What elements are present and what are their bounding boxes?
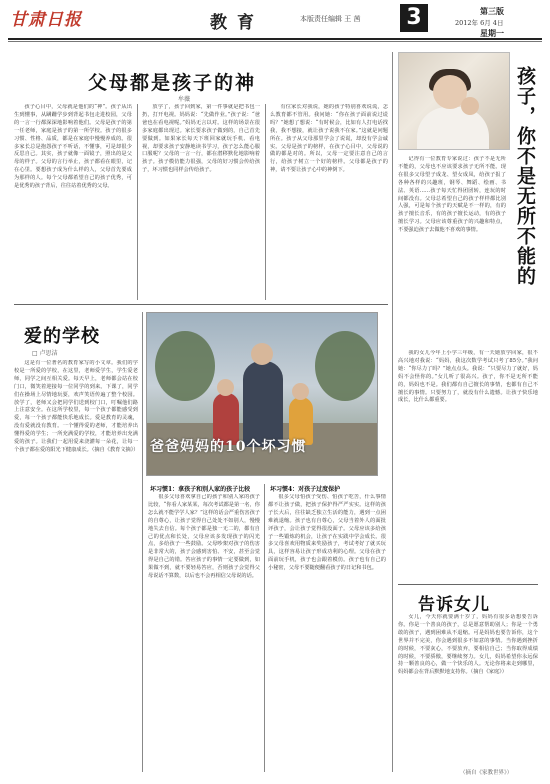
bad-habits-headline: 爸爸妈妈的10个坏习惯 <box>150 439 307 455</box>
photo-figure <box>251 343 273 365</box>
main-article-column-1 <box>14 104 132 300</box>
photo-figure <box>217 379 234 396</box>
main-article-text-2: 放学了，孩子回到家，第一件事就是把书包一扔，打开电视。妈妈说：“先做作业。”孩子说：“爸爸也在看电视呢。”妈妈无言以对。这样的场景在很多家庭都出现过。家长要求孩子做到的，自己首先要做到。如果家长每天下班回家就玩手机、看电视，却要求孩子安静地读书学习，孩子怎么能心服口服呢？父母的一言一行，都在潜移默化地影响着孩子。孩子模仿能力很强，父母的好习惯会传给孩子，坏习惯也同样会传给孩子。 <box>142 104 260 174</box>
bad-habits-column-2 <box>268 494 386 772</box>
photo-figure <box>315 331 375 401</box>
school-article-column <box>14 360 138 772</box>
bad-habits-text-1: 很多父母喜欢拿自己的孩子和别人家的孩子比较，“你看人家某某，每次考试都是第一名，你怎么就不能学学人家？”这样的话会严重伤害孩子的自尊心，让孩子觉得自己处处不如别人，慢慢地失去自信。每个孩子都是独一无二的，都有自己的优点和长处，父母应该多发现孩子的闪光点，多给孩子一些鼓励。父母吵架对孩子的伤害是非常大的，孩子会感到害怕、不安，甚至会觉得是自己的错。答应孩子的事情一定要做到，如果做不到，就不要轻易答应，否则孩子会觉得父母说话不算数，以后也不会再相信父母说的话。 <box>148 494 260 580</box>
page-number: 3 <box>400 4 428 32</box>
vertical-article-column-1 <box>398 156 506 346</box>
tell-daughter-text: 女儿，今天你就要满十岁了，妈妈有很多话想要告诉你。你是一个善良的孩子，总是愿意帮助别人；你是一个勇敢的孩子，遇到困难从不退缩。可是妈妈也要告诉你，这个世界并不完美，你会遇到很多不如意的事情。当你遇到挫折的时候，不要灰心，不要放弃，要相信自己；当你取得成绩的时候，不要骄傲，要继续努力。女儿，妈妈希望你永远保持一颗善良的心，做一个快乐的人。无论你将来走到哪里，妈妈都会在背后默默地支持你。（摘自《家庭》） <box>398 614 538 676</box>
section-title: 教育 <box>210 13 264 33</box>
masthead <box>0 0 550 38</box>
editors-credit: 本版责任编辑 王 茜 <box>300 15 361 23</box>
masthead-rule <box>8 38 542 40</box>
school-article-text: 这是有一位著名的教育家写的小文章。我们的学校是一所爱的学校，在这里，老师爱学生，学生爱老师，同学之间互相关爱。每天早上，老师都会站在校门口，微笑着迎接每一位同学的到来。下课了，同学们在操场上尽情地玩耍，欢声笑语传遍了整个校园。放学了，老师又会把同学们送到校门口，叮嘱他们路上注意安全。在这所学校里，每一个孩子都能感受到爱，每一个孩子都能快乐地成长。爱是教育的灵魂，没有爱就没有教育。一个懂得爱的老师，才能培养出懂得爱的学生；一所充满爱的学校，才能培养出充满爱的孩子。让我们一起用爱来浇灌每一朵花，让每一个孩子都在爱的阳光下健康成长。（摘自《教育文摘》） <box>14 360 138 453</box>
section-divider <box>398 584 538 585</box>
main-byline: 牟薇 <box>178 96 191 103</box>
source-note: （摘自《家教世界》） <box>460 770 513 776</box>
main-article-column-3 <box>270 104 388 300</box>
tell-daughter-column <box>398 614 538 764</box>
newspaper-logo: 甘肃日报 <box>10 10 82 30</box>
bad-habit-subhead-1: 坏习惯1：拿孩子和别人家的孩子比较 <box>150 486 251 493</box>
child-photo <box>398 52 510 150</box>
vertical-article-column-2 <box>398 350 538 580</box>
main-article-text-3: 有位家长对我说，她的孩子特别喜欢说谎，怎么教育都不管用。我问她：“你在孩子面前说过谎吗？”她想了想说：“有时候会，比如有人打电话找我，我不想接，就让孩子说我不在家。”这就是问题所在。孩子从父母那里学会了说谎，却没有学会诚实。父母是孩子的榜样，在孩子心目中，父母说的做的都是对的。所以，父母一定要注意自己的言行，给孩子树立一个好的榜样。父母都是孩子的神，请不要让孩子心中的神倒下。 <box>270 104 388 174</box>
photo-figure <box>243 361 283 447</box>
column-divider <box>265 104 266 300</box>
edition-label: 第三版 <box>480 7 504 16</box>
school-headline: 爱的学校 <box>24 326 100 347</box>
bad-habits-column-1 <box>148 494 260 772</box>
masthead-rule-thin <box>8 41 542 42</box>
vertical-article-text-1: 记得有一位教育专家说过：孩子不是无所不能的，父母也不应该要求孩子无所不能。现在很多父母望子成龙、望女成凤，给孩子报了各种各样的兴趣班，钢琴、舞蹈、绘画、书法、英语……孩子每天忙得团团转，连玩的时间都没有。父母总希望自己的孩子样样都比别人强，可是每个孩子的天赋是不一样的，有的孩子擅长音乐，有的孩子擅长运动，有的孩子擅长学习。父母应该尊重孩子的兴趣和特点，不要强迫孩子去做他不喜欢的事情。 <box>398 156 506 234</box>
column-divider <box>137 104 138 300</box>
bad-habit-subhead-4: 坏习惯4：对孩子过度保护 <box>270 486 341 493</box>
tell-daughter-headline: 告诉女儿 <box>418 595 490 615</box>
main-article-text-1: 孩子心目中，父母就是他们的“神”。孩子从出生到懂事，从蹒跚学步到背起书包走进校园，父母的一言一行都深深地影响着他们。父母是孩子的第一任老师，家庭是孩子的第一所学校。孩子的很多习惯、性格、品质，都是在家庭中慢慢养成的。很多家长总是抱怨孩子不听话，不懂事，可是却很少反思自己。其实，孩子就像一面镜子，照出的是父母的样子。父母的言行举止，孩子都看在眼里，记在心里。要想孩子成为什么样的人，父母首先要成为那样的人。每个父母都希望自己的孩子优秀，可是优秀的孩子背后，往往站着优秀的父母。 <box>14 104 132 190</box>
school-byline: □ 卢思洁 <box>32 350 58 357</box>
photo-figure <box>461 97 479 115</box>
column-divider <box>142 312 143 772</box>
vertical-article-text-2: 我的女儿今年上小学三年级，有一天她放学回家，很不高兴地对我说：“妈妈，我这次数学考试只考了85分。”我问她：“你尽力了吗？”她点点头。我说：“只要尽力了就好，妈妈不会怪你的。”女儿听了很高兴。孩子，你不是无所不能的，妈妈也不是。我们都有自己擅长的事情，也都有自己不擅长的事情。只要努力了，就没有什么遗憾。让孩子快乐地成长，比什么都重要。 <box>398 350 538 404</box>
main-headline: 父母都是孩子的神 <box>88 72 257 94</box>
main-article-column-2 <box>142 104 260 300</box>
bad-habits-text-2: 很多父母怕孩子受伤、怕孩子吃苦，什么事情都不让孩子做，把孩子保护得严严实实。这样的孩子长大后，往往缺乏独立生活的能力，遇到一点困难就退缩。孩子也有自尊心，父母当着外人的面批评孩子，会让孩子觉得很没面子。父母应该多给孩子一些锻炼的机会，让孩子在实践中学会成长。很多父母喜欢用物质来奖励孩子，考试考好了就买玩具，这样容易让孩子形成功利的心理。父母在孩子面前玩手机，孩子也会跟着模仿。孩子也有自己的小秘密，父母不要随便翻看孩子的日记和书包。 <box>268 494 386 572</box>
column-divider <box>392 52 393 772</box>
column-divider <box>264 484 265 772</box>
section-divider <box>14 304 388 305</box>
photo-figure <box>417 107 489 150</box>
photo-figure <box>292 383 309 400</box>
vertical-headline: 孩子，你不是无所不能的 <box>514 66 536 286</box>
issue-date: 2012年 6月 4日 <box>455 19 504 27</box>
issue-weekday: 星期一 <box>480 29 504 38</box>
photo-figure <box>155 331 215 401</box>
